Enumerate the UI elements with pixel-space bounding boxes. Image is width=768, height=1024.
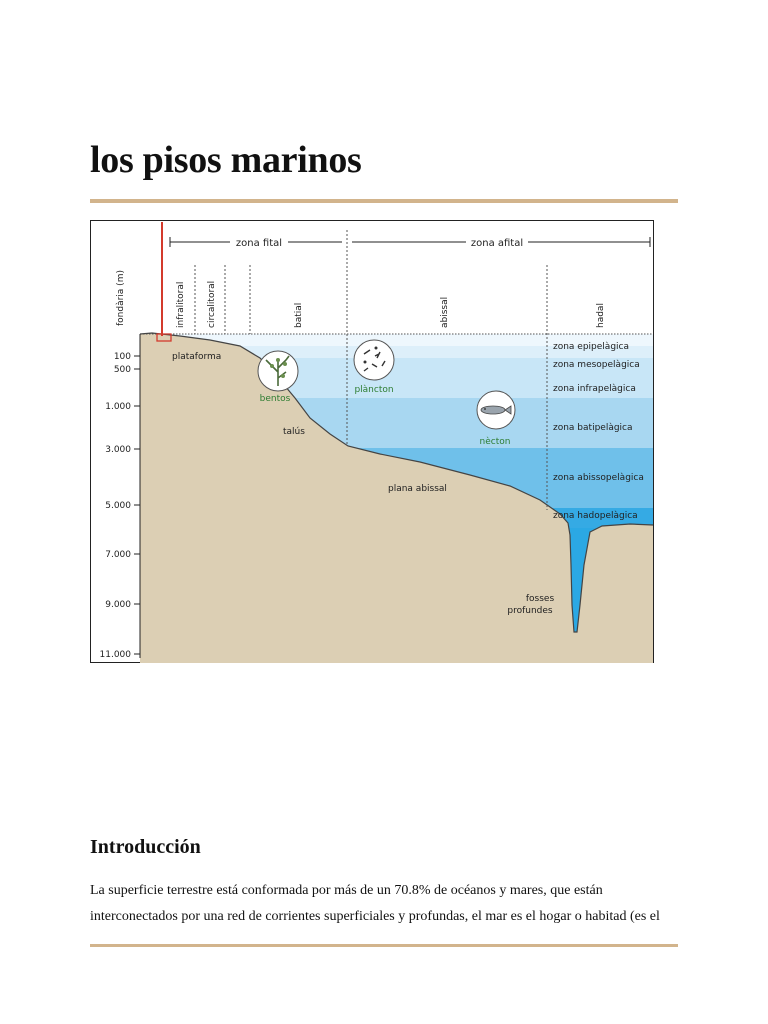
zone-batipelagica: zona batipelàgica <box>553 423 633 433</box>
diagram-svg <box>90 220 654 663</box>
tick-11000: 11.000 <box>99 650 131 660</box>
label-zona-afital: zona afital <box>470 238 524 249</box>
marine-zones-diagram <box>90 220 654 663</box>
label-plancton: plàncton <box>354 385 394 395</box>
label-necton: nècton <box>479 437 511 447</box>
label-profundes: profundes <box>507 606 553 616</box>
tick-7000: 7.000 <box>105 550 131 560</box>
zone-label-abissal: abissal <box>440 296 450 328</box>
label-fosses: fosses <box>525 594 555 604</box>
label-talus: talús <box>283 427 305 437</box>
tick-5000: 5.000 <box>105 501 131 511</box>
tick-500: 500 <box>113 365 131 375</box>
zone-mesopelagica: zona mesopelàgica <box>553 360 640 370</box>
page-title: los pisos marinos <box>90 139 362 181</box>
tick-9000: 9.000 <box>105 600 131 610</box>
bottom-divider <box>90 944 678 947</box>
tick-1000: 1.000 <box>105 402 131 412</box>
intro-paragraph: La superficie terrestre está conformada por más de un 70.8% de océanos y mares, que están interconectados por una red de corrientes superficiales y profundas, el mar es el hogar o habitad (es el <box>90 883 660 924</box>
zone-infrapelagica: zona infrapelàgica <box>553 384 636 394</box>
axis-label-depth: fondària (m) <box>116 270 126 326</box>
label-bentos: bentos <box>259 394 291 404</box>
zone-label-hadal: hadal <box>596 303 606 328</box>
label-zona-fital: zona fital <box>235 238 283 249</box>
tick-100: 100 <box>113 352 131 362</box>
zone-hadopelagica: zona hadopelàgica <box>553 511 638 521</box>
label-plana-abissal: plana abissal <box>388 484 447 494</box>
plancton-icon <box>354 340 394 380</box>
zone-label-infralitoral: infralitoral <box>176 281 186 328</box>
zone-epipelagica: zona epipelàgica <box>553 342 630 352</box>
section-heading-introduccion: Introducción <box>90 836 201 858</box>
tick-3000: 3.000 <box>105 445 131 455</box>
bentos-icon <box>258 351 298 391</box>
necton-icon <box>477 391 515 429</box>
title-divider <box>90 199 678 203</box>
zone-label-batial: batial <box>294 302 304 328</box>
zone-abissopelagica: zona abissopelàgica <box>553 473 644 483</box>
zone-label-circalitoral: circalitoral <box>207 280 217 328</box>
label-plataforma: plataforma <box>172 352 222 362</box>
